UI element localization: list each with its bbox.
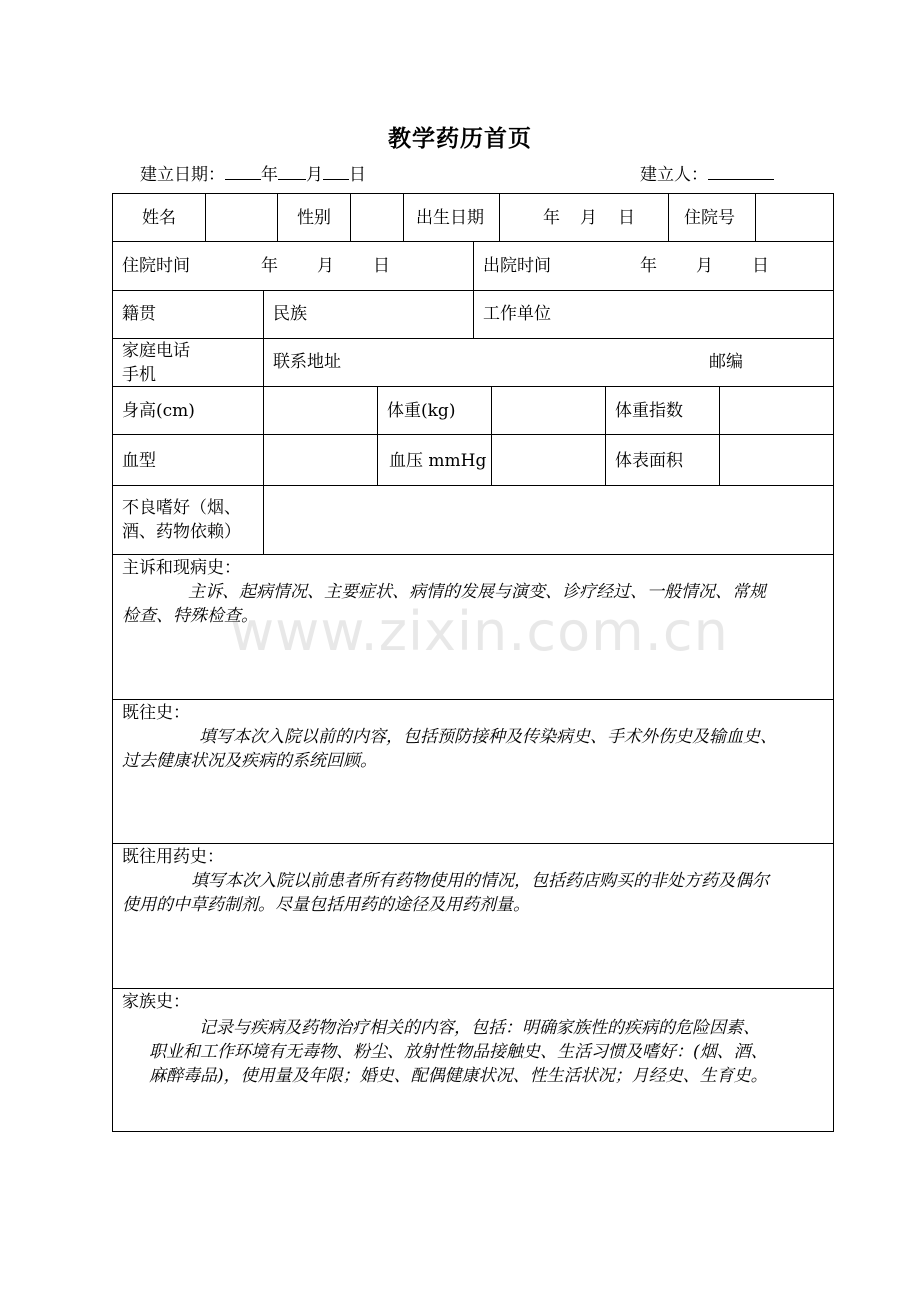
row-divider: [113, 554, 833, 555]
complaint-guide-line2: 检查、特殊检查。: [122, 606, 258, 626]
home-phone-label: 家庭电话: [122, 341, 190, 361]
medication-guide-line1: 填写本次入院以前患者所有药物使用的情况，包括药店购买的非处方药及偶尔: [191, 871, 769, 891]
row-divider: [113, 485, 833, 486]
row-divider: [113, 434, 833, 435]
col-divider: [491, 386, 492, 485]
complaint-label: 主诉和现病史：: [122, 558, 241, 578]
ethnicity-label: 民族: [273, 304, 307, 324]
creation-date: [140, 160, 366, 185]
row-divider: [113, 699, 833, 700]
year-blank[interactable]: [225, 162, 261, 180]
admit-year-label: 年: [261, 256, 278, 276]
col-divider: [473, 241, 474, 338]
birth-month-label: 月: [580, 208, 597, 228]
page-title: 教学药历首页: [388, 125, 532, 152]
row-divider: [113, 843, 833, 844]
discharge-month-label: 月: [696, 256, 713, 276]
gender-label: 性别: [297, 208, 331, 228]
complaint-guide-line1: 主诉、起病情况、主要症状、病情的发展与演变、诊疗经过、一般情况、常规: [188, 582, 766, 602]
family-guide-line1: 记录与疾病及药物治疗相关的内容，包括：明确家族性的疾病的危险因素、: [199, 1018, 760, 1038]
month-blank[interactable]: [278, 162, 306, 180]
employer-label: 工作单位: [483, 304, 551, 324]
birth-day-label: 日: [618, 208, 635, 228]
discharge-year-label: 年: [640, 256, 657, 276]
blood-type-label: 血型: [122, 451, 156, 471]
col-divider: [403, 194, 404, 241]
date-label: 建立日期：: [140, 165, 225, 185]
weight-label: 体重(kg): [387, 401, 456, 421]
creator-blank[interactable]: [708, 162, 774, 180]
bmi-label: 体重指数: [615, 401, 683, 421]
col-divider: [605, 386, 606, 485]
col-divider: [350, 194, 351, 241]
family-history-label: 家族史：: [122, 992, 190, 1012]
discharge-label: 出院时间: [483, 256, 551, 276]
inpatient-no-label: 住院号: [684, 208, 735, 228]
past-history-guide-line2: 过去健康状况及疾病的系统回顾。: [122, 751, 377, 771]
admit-label: 住院时间: [122, 256, 190, 276]
past-history-guide-line1: 填写本次入院以前的内容，包括预防接种及传染病史、手术外伤史及输血史、: [199, 727, 777, 747]
col-divider: [205, 194, 206, 241]
admit-day-label: 日: [373, 256, 390, 276]
medication-history-label: 既往用药史：: [122, 847, 224, 867]
year-label: 年: [261, 165, 278, 185]
birth-label: 出生日期: [416, 208, 484, 228]
day-label: 日: [349, 165, 366, 185]
address-label: 联系地址: [273, 352, 341, 372]
row-divider: [113, 988, 833, 989]
month-label: 月: [306, 165, 323, 185]
mobile-label: 手机: [122, 365, 156, 385]
col-divider: [499, 194, 500, 241]
blood-pressure-label: 血压 mmHg: [389, 451, 487, 471]
native-place-label: 籍贯: [122, 304, 156, 324]
height-label: 身高(cm): [122, 401, 195, 421]
name-label: 姓名: [142, 208, 176, 228]
watermark: www.zixin.com.cn: [230, 600, 729, 663]
col-divider: [668, 194, 669, 241]
col-divider: [719, 386, 720, 485]
family-guide-line2: 职业和工作环境有无毒物、粉尘、放射性物品接触史、生活习惯及嗜好：(烟、酒、: [149, 1042, 768, 1062]
habits-label-line1: 不良嗜好（烟、: [122, 498, 241, 518]
habits-label-line2: 酒、药物依赖）: [122, 522, 241, 542]
past-history-label: 既往史：: [122, 703, 190, 723]
creator: [640, 160, 774, 185]
postcode-label: 邮编: [709, 352, 743, 372]
col-divider: [755, 194, 756, 241]
medication-guide-line2: 使用的中草药制剂。尽量包括用药的途径及用药剂量。: [122, 895, 530, 915]
discharge-day-label: 日: [752, 256, 769, 276]
day-blank[interactable]: [323, 162, 349, 180]
body-surface-area-label: 体表面积: [615, 451, 683, 471]
row-divider: [113, 338, 833, 339]
family-guide-line3: 麻醉毒品)，使用量及年限；婚史、配偶健康状况、性生活状况；月经史、生育史。: [149, 1066, 768, 1086]
birth-year-label: 年: [543, 208, 560, 228]
col-divider: [377, 386, 378, 485]
col-divider: [263, 290, 264, 554]
creator-label: 建立人：: [640, 165, 708, 185]
row-divider: [113, 386, 833, 387]
admit-month-label: 月: [317, 256, 334, 276]
col-divider: [277, 194, 278, 241]
